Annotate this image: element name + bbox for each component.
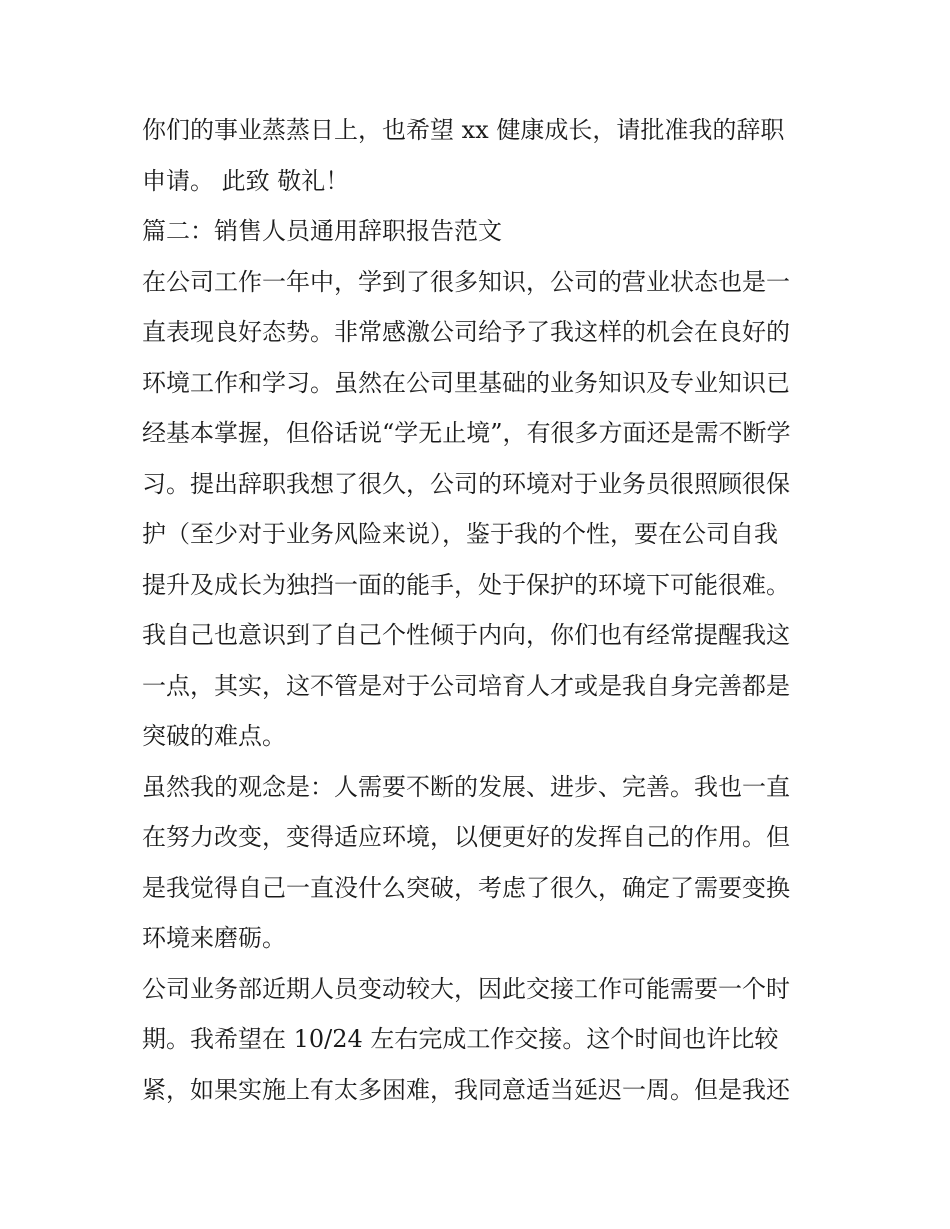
section-heading: 篇二：销售人员通用辞职报告范文 <box>142 217 502 245</box>
text-line: 是我觉得自己一直没什么突破，考虑了很久，确定了需要变换 <box>142 874 790 902</box>
text-line: 你们的事业蒸蒸日上，也希望 xx 健康成长，请批准我的辞职 <box>142 116 785 144</box>
text-line: 虽然我的观念是：人需要不断的发展、进步、完善。我也一直 <box>142 773 790 801</box>
text-line: 一点，其实，这不管是对于公司培育人才或是我自身完善都是 <box>142 672 790 700</box>
text-line: 在努力改变，变得适应环境，以便更好的发挥自己的作用。但 <box>142 823 790 851</box>
text-line: 直表现良好态势。非常感激公司给予了我这样的机会在良好的 <box>142 318 790 346</box>
text-line: 我自己也意识到了自己个性倾于内向，你们也有经常提醒我这 <box>142 621 790 649</box>
text-line: 习。提出辞职我想了很久，公司的环境对于业务员很照顾很保 <box>142 470 790 498</box>
text-line: 护（至少对于业务风险来说），鉴于我的个性，要在公司自我 <box>142 520 778 548</box>
text-line: 公司业务部近期人员变动较大，因此交接工作可能需要一个时 <box>142 975 790 1003</box>
text-line: 提升及成长为独挡一面的能手，处于保护的环境下可能很难。 <box>142 571 790 599</box>
text-line: 紧，如果实施上有太多困难，我同意适当延迟一周。但是我还 <box>142 1076 790 1104</box>
text-line: 环境来磨砺。 <box>142 924 286 952</box>
text-line: 经基本掌握，但俗话说“学无止境”，有很多方面还是需不断学 <box>142 419 791 447</box>
text-line: 期。我希望在 10/24 左右完成工作交接。这个时间也许比较 <box>142 1025 779 1053</box>
text-line: 环境工作和学习。虽然在公司里基础的业务知识及专业知识已 <box>142 369 790 397</box>
text-line: 申请。 此致 敬礼！ <box>142 167 350 195</box>
text-line: 突破的难点。 <box>142 722 286 750</box>
text-line: 在公司工作一年中，学到了很多知识，公司的营业状态也是一 <box>142 268 790 296</box>
